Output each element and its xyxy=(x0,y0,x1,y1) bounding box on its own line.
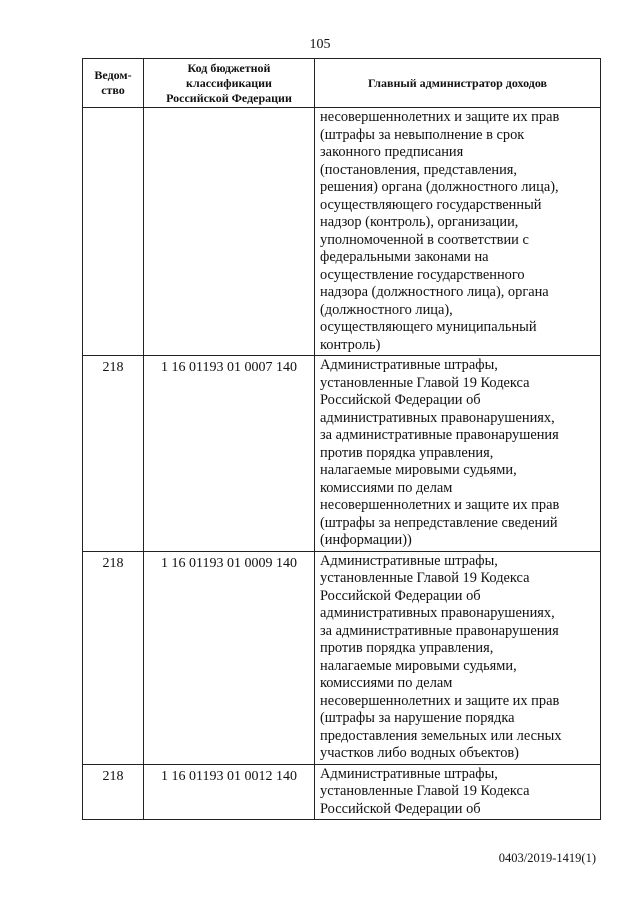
cell-administrator: Административные штрафы, установленные Главой 19 Кодекса Российской Федерации об административных правонарушениях, за административные правонарушения против порядка управления, налагаемые мировыми судьями, комиссиями по делам несовершеннолетних и защите их прав (штрафы за непредставление сведений (информации)) xyxy=(315,356,601,552)
cell-department: 218 xyxy=(83,764,144,820)
document-number: 0403/2019-1419(1) xyxy=(498,851,596,865)
header-department: Ведом- ство xyxy=(83,59,144,108)
budget-codes-table xyxy=(82,58,601,820)
cell-administrator: несовершеннолетних и защите их прав (штрафы за невыполнение в срок законного предписания (постановления, представления, решения) органа (должностного лица), осуществляющего государственный надзор (контроль), организации, уполномоченной в соответствии с федеральными законами на осуществление государственного надзора (должностного лица), органа (должностного лица), осуществляющего муниципальный контроль) xyxy=(315,108,601,356)
header-administrator: Главный администратор доходов xyxy=(315,59,601,108)
cell-department xyxy=(83,108,144,356)
table-header-row xyxy=(83,59,601,108)
cell-department: 218 xyxy=(83,356,144,552)
table-row xyxy=(83,356,601,552)
cell-code: 1 16 01193 01 0007 140 xyxy=(144,356,315,552)
table-row xyxy=(83,108,601,356)
cell-administrator: Административные штрафы, установленные Главой 19 Кодекса Российской Федерации об xyxy=(315,764,601,820)
page-number: 105 xyxy=(309,37,331,52)
cell-department: 218 xyxy=(83,551,144,764)
cell-code: 1 16 01193 01 0012 140 xyxy=(144,764,315,820)
cell-code: 1 16 01193 01 0009 140 xyxy=(144,551,315,764)
table-row xyxy=(83,764,601,820)
table-row xyxy=(83,551,601,764)
header-code: Код бюджетной классификации Российской Федерации xyxy=(144,59,315,108)
cell-code xyxy=(144,108,315,356)
cell-administrator: Административные штрафы, установленные Главой 19 Кодекса Российской Федерации об административных правонарушениях, за административные правонарушения против порядка управления, налагаемые мировыми судьями, комиссиями по делам несовершеннолетних и защите их прав (штрафы за нарушение порядка предоставления земельных или лесных участков либо водных объектов) xyxy=(315,551,601,764)
